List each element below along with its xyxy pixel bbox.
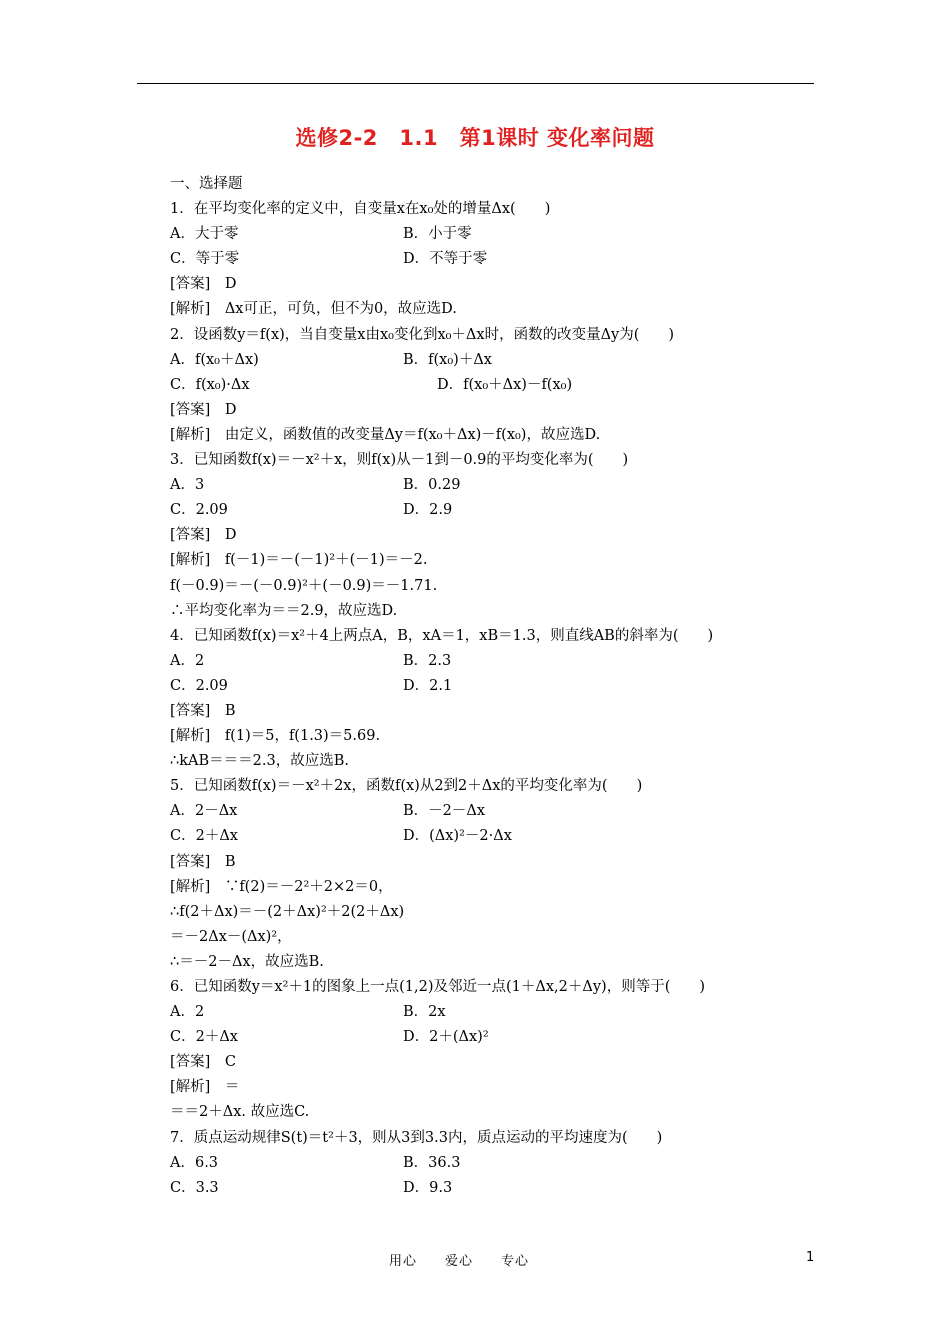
document-body	[170, 172, 830, 1201]
text-line	[170, 950, 830, 975]
line-text: [解析] f(－1)＝－(－1)²＋(－1)＝－2.	[170, 552, 428, 569]
page-number: 1	[806, 1250, 815, 1265]
line-text: 7．质点运动规律S(t)＝t²＋3，则从3到3.3内，质点运动的平均速度为( )	[170, 1129, 663, 1146]
text-line	[170, 799, 830, 824]
option-left: A．2	[170, 1004, 205, 1021]
text-line	[170, 724, 830, 749]
text-line	[170, 348, 830, 373]
option-left: C．2＋Δx	[170, 1029, 238, 1046]
line-text: [解析] ∵f(2)＝－2²＋2×2＝0，	[170, 878, 393, 895]
option-left: A．6.3	[170, 1154, 219, 1171]
line-text: [答案] C	[170, 1054, 236, 1071]
line-text: 6．已知函数y＝x²＋1的图象上一点(1,2)及邻近一点(1＋Δx,2＋Δy)，则等于( )	[170, 979, 706, 995]
option-right: D．不等于零	[403, 251, 488, 268]
text-line	[170, 1176, 830, 1201]
line-text: [答案] B	[170, 702, 236, 719]
text-line	[170, 172, 830, 197]
option-right: B．f(x₀)＋Δx	[403, 351, 492, 368]
line-text: 3．已知函数f(x)＝－x²＋x，则f(x)从－1到－0.9的平均变化率为( )	[170, 452, 629, 469]
option-left: C．2.09	[170, 677, 228, 694]
text-line	[170, 574, 830, 599]
option-left: C．3.3	[170, 1179, 219, 1196]
option-right: D．2＋(Δx)²	[403, 1029, 489, 1046]
text-line	[170, 272, 830, 297]
line-text: 2．设函数y＝f(x)，当自变量x由x₀变化到x₀＋Δx时，函数的改变量Δy为( )	[170, 326, 675, 343]
text-line	[170, 548, 830, 573]
option-right: B．2.3	[403, 652, 452, 669]
text-line	[170, 523, 830, 548]
text-line	[170, 247, 830, 272]
line-text: [解析] f(1)＝5，f(1.3)＝5.69.	[170, 728, 381, 745]
text-line	[170, 222, 830, 247]
line-text: [答案] D	[170, 276, 237, 293]
option-right: D．f(x₀＋Δx)－f(x₀)	[437, 376, 573, 393]
text-line	[170, 1025, 830, 1050]
line-text: [解析] 由定义，函数值的改变量Δy＝f(x₀＋Δx)－f(x₀)，故应选D.	[170, 426, 601, 443]
option-right: B．0.29	[403, 477, 461, 494]
text-line	[170, 498, 830, 523]
text-line	[170, 624, 830, 649]
line-text: [答案] B	[170, 853, 236, 870]
line-text: 一、选择题	[170, 176, 243, 192]
text-line	[170, 473, 830, 498]
option-left: C．f(x₀)·Δx	[170, 376, 250, 393]
text-line	[170, 975, 830, 1000]
option-right: B．小于零	[403, 226, 472, 243]
line-text: ＝－2Δx－(Δx)²，	[170, 928, 292, 945]
text-line	[170, 398, 830, 423]
text-line	[170, 749, 830, 774]
text-line	[170, 699, 830, 724]
option-left: A．大于零	[170, 226, 239, 243]
option-left: A．2－Δx	[170, 803, 238, 820]
line-text: ∴平均变化率为＝＝2.9，故应选D.	[170, 602, 398, 619]
option-right: D．9.3	[403, 1179, 453, 1196]
text-line	[170, 599, 830, 624]
line-text: ∴f(2＋Δx)＝－(2＋Δx)²＋2(2＋Δx)	[170, 903, 405, 920]
option-left: A．3	[170, 477, 205, 494]
option-left: A．2	[170, 652, 205, 669]
text-line	[170, 1126, 830, 1151]
option-left: C．等于零	[170, 251, 240, 268]
text-line	[170, 1000, 830, 1025]
option-right: B．2x	[403, 1004, 446, 1021]
page-title: 选修2-2 1.1 第1课时 变化率问题	[295, 126, 655, 150]
text-line	[170, 197, 830, 222]
text-line	[170, 423, 830, 448]
text-line	[170, 1075, 830, 1100]
text-line	[170, 323, 830, 348]
text-line	[170, 925, 830, 950]
footer-text: 用心 爱心 专心	[389, 1254, 530, 1269]
option-right: B．36.3	[403, 1154, 461, 1171]
line-text: ∴＝－2－Δx，故应选B.	[170, 953, 324, 970]
text-line	[170, 1050, 830, 1075]
line-text: ∴kAB＝＝＝2.3，故应选B.	[170, 753, 349, 770]
text-line	[170, 448, 830, 473]
line-text: [答案] D	[170, 527, 237, 544]
option-right: D．(Δx)²－2·Δx	[403, 828, 512, 845]
option-right: B．－2－Δx	[403, 803, 486, 820]
text-line	[170, 649, 830, 674]
text-line	[170, 824, 830, 849]
header-rule	[137, 83, 814, 84]
text-line	[170, 1100, 830, 1125]
option-left: A．f(x₀＋Δx)	[170, 351, 259, 368]
line-text: [解析] ＝	[170, 1079, 240, 1096]
option-right: D．2.1	[403, 677, 453, 694]
text-line	[170, 900, 830, 925]
line-text: 1．在平均变化率的定义中，自变量x在x₀处的增量Δx( )	[170, 201, 551, 218]
text-line	[170, 674, 830, 699]
option-left: C．2.09	[170, 502, 228, 519]
text-line	[170, 373, 830, 398]
text-line	[170, 875, 830, 900]
text-line	[170, 1151, 830, 1176]
line-text: f(－0.9)＝－(－0.9)²＋(－0.9)＝－1.71.	[170, 577, 438, 594]
text-line	[170, 297, 830, 322]
text-line	[170, 850, 830, 875]
line-text: 4．已知函数f(x)＝x²＋4上两点A，B，xA＝1，xB＝1.3，则直线AB的斜率为( )	[170, 627, 714, 644]
line-text: ＝＝2＋Δx. 故应选C.	[170, 1104, 310, 1121]
option-left: C．2＋Δx	[170, 828, 238, 845]
option-right: D．2.9	[403, 502, 453, 519]
line-text: [答案] D	[170, 401, 237, 418]
line-text: [解析] Δx可正，可负，但不为0，故应选D.	[170, 301, 457, 318]
text-line	[170, 774, 830, 799]
line-text: 5．已知函数f(x)＝－x²＋2x，函数f(x)从2到2＋Δx的平均变化率为( )	[170, 778, 643, 795]
